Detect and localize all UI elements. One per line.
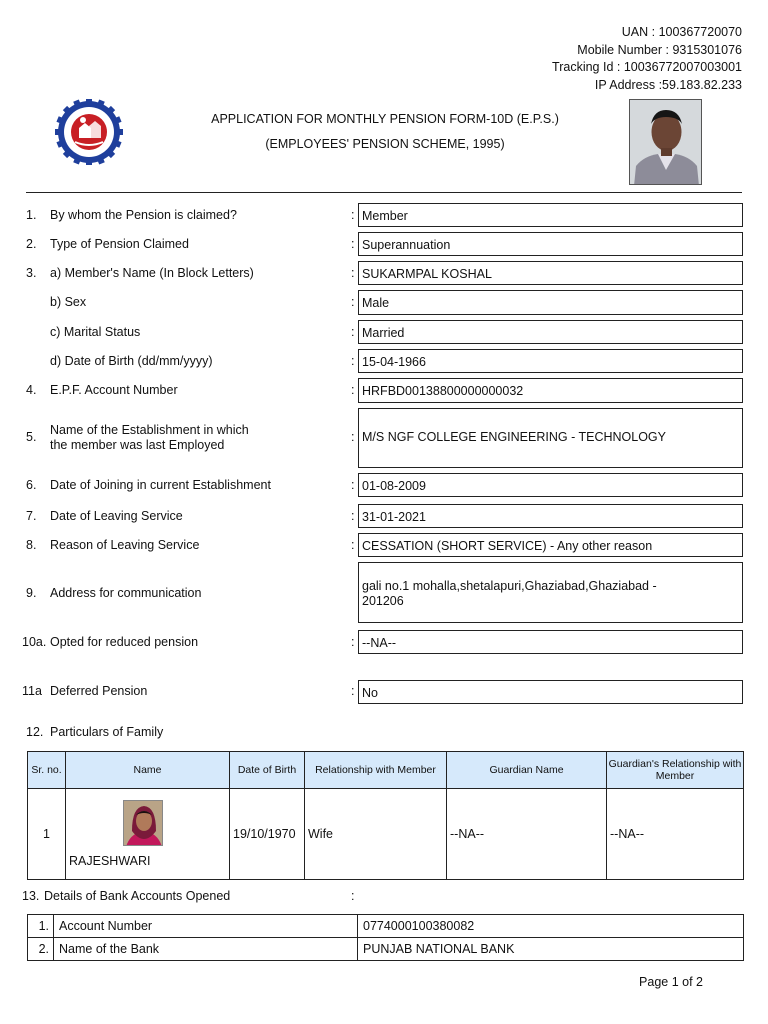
q11a-value: No <box>358 680 743 704</box>
q7-number: 7. <box>26 509 37 523</box>
q3a-value: SUKARMPAL KOSHAL <box>358 261 743 285</box>
q5-label <box>50 423 249 452</box>
q13-number: 13. <box>22 889 40 903</box>
q7-label: Date of Leaving Service <box>50 509 183 523</box>
member-photo <box>629 99 702 185</box>
table-row <box>28 915 744 938</box>
family-section-title: Particulars of Family <box>50 725 164 739</box>
q6-colon: : <box>351 478 355 492</box>
q2-label: Type of Pension Claimed <box>50 237 189 251</box>
q2-colon: : <box>351 237 355 251</box>
family-member-photo <box>123 800 163 846</box>
q3d-value: 15-04-1966 <box>358 349 743 373</box>
bank-row-number: 1. <box>28 915 54 938</box>
q11a-number: 11a <box>22 684 42 698</box>
q4-label: E.P.F. Account Number <box>50 383 178 397</box>
family-table <box>27 751 744 880</box>
q5-label-line2: the member was last Employed <box>50 437 225 452</box>
q3c-value: Married <box>358 320 743 344</box>
table-row <box>28 789 744 880</box>
family-sr: 1 <box>28 789 66 880</box>
q3b-label: b) Sex <box>50 295 87 309</box>
q2-value: Superannuation <box>358 232 743 256</box>
page-number: Page 1 of 2 <box>639 975 703 989</box>
family-name: RAJESHWARI <box>69 854 151 868</box>
family-name-cell <box>66 789 230 880</box>
q1-value: Member <box>358 203 743 227</box>
q8-colon: : <box>351 538 355 552</box>
family-guardian: --NA-- <box>447 789 607 880</box>
q1-number: 1. <box>26 208 37 222</box>
q9-value-line2: 201206 <box>362 593 404 608</box>
q6-value: 01-08-2009 <box>358 473 743 497</box>
family-guardian-relationship: --NA-- <box>607 789 744 880</box>
family-dob: 19/10/1970 <box>230 789 305 880</box>
q5-colon: : <box>351 430 355 444</box>
q5-label-line1: Name of the Establishment in which <box>50 423 249 437</box>
q10a-colon: : <box>351 635 355 649</box>
bank-row-number: 2. <box>28 938 54 961</box>
q9-value <box>358 562 743 623</box>
q6-number: 6. <box>26 478 37 492</box>
ip-text: IP Address :59.183.82.233 <box>594 77 742 92</box>
form-title: APPLICATION FOR MONTHLY PENSION FORM-10D (E.P.S.) <box>211 112 559 126</box>
q8-label: Reason of Leaving Service <box>50 538 200 552</box>
q4-number: 4. <box>26 383 37 397</box>
q1-label: By whom the Pension is claimed? <box>50 208 237 222</box>
q10a-value: --NA-- <box>358 630 743 654</box>
q10a-label: Opted for reduced pension <box>50 635 199 649</box>
q9-number: 9. <box>26 586 37 600</box>
col-sr-no: Sr. no. <box>28 752 66 789</box>
q5-value: M/S NGF COLLEGE ENGINEERING - TECHNOLOGY <box>358 408 743 468</box>
bank-section-title: Details of Bank Accounts Opened <box>44 889 231 903</box>
bank-row-value: 0774000100380082 <box>358 915 744 938</box>
q7-colon: : <box>351 509 355 523</box>
col-guardian-relationship: Guardian's Relationship with Member <box>607 752 744 789</box>
q10a-number: 10a. <box>22 635 47 649</box>
q3a-colon: : <box>351 266 355 280</box>
q3b-value: Male <box>358 290 743 315</box>
q9-value-line1: gali no.1 mohalla,shetalapuri,Ghaziabad,Ghaziabad - <box>362 579 657 593</box>
col-dob: Date of Birth <box>230 752 305 789</box>
q3b-colon: : <box>351 295 355 309</box>
form-subtitle: (EMPLOYEES' PENSION SCHEME, 1995) <box>265 137 505 151</box>
q11a-colon: : <box>351 684 355 698</box>
uan-text: UAN : 100367720070 <box>621 25 742 39</box>
q3a-label: a) Member's Name (In Block Letters) <box>50 266 254 280</box>
family-table-header <box>28 752 744 789</box>
q1-colon: : <box>351 208 355 222</box>
q7-value: 31-01-2021 <box>358 504 743 528</box>
epfo-emblem-icon <box>50 99 128 165</box>
bank-colon: : <box>351 889 355 903</box>
q8-value: CESSATION (SHORT SERVICE) - Any other reason <box>358 533 743 557</box>
q4-colon: : <box>351 383 355 397</box>
header-meta <box>552 24 742 94</box>
q2-number: 2. <box>26 237 37 251</box>
q3d-colon: : <box>351 354 355 368</box>
bank-row-label: Account Number <box>54 915 358 938</box>
q8-number: 8. <box>26 538 37 552</box>
q3c-colon: : <box>351 325 355 339</box>
col-relationship: Relationship with Member <box>305 752 447 789</box>
q6-label: Date of Joining in current Establishment <box>50 478 271 492</box>
q11a-label: Deferred Pension <box>50 684 148 698</box>
bank-row-label: Name of the Bank <box>54 938 358 961</box>
family-relationship: Wife <box>305 789 447 880</box>
q3d-label: d) Date of Birth (dd/mm/yyyy) <box>50 354 213 368</box>
mobile-text: Mobile Number : 9315301076 <box>577 42 742 57</box>
col-name: Name <box>66 752 230 789</box>
q9-label: Address for communication <box>50 586 202 600</box>
table-row <box>28 938 744 961</box>
bank-row-value: PUNJAB NATIONAL BANK <box>358 938 744 961</box>
q12-number: 12. <box>26 725 44 739</box>
col-guardian-name: Guardian Name <box>447 752 607 789</box>
q3-number: 3. <box>26 266 37 280</box>
q4-value: HRFBD00138800000000032 <box>358 378 743 403</box>
bank-table <box>27 914 744 961</box>
q3c-label: c) Marital Status <box>50 325 141 339</box>
header-divider <box>26 192 742 193</box>
tracking-text: Tracking Id : 10036772007003001 <box>552 60 742 74</box>
q5-number: 5. <box>26 430 37 444</box>
